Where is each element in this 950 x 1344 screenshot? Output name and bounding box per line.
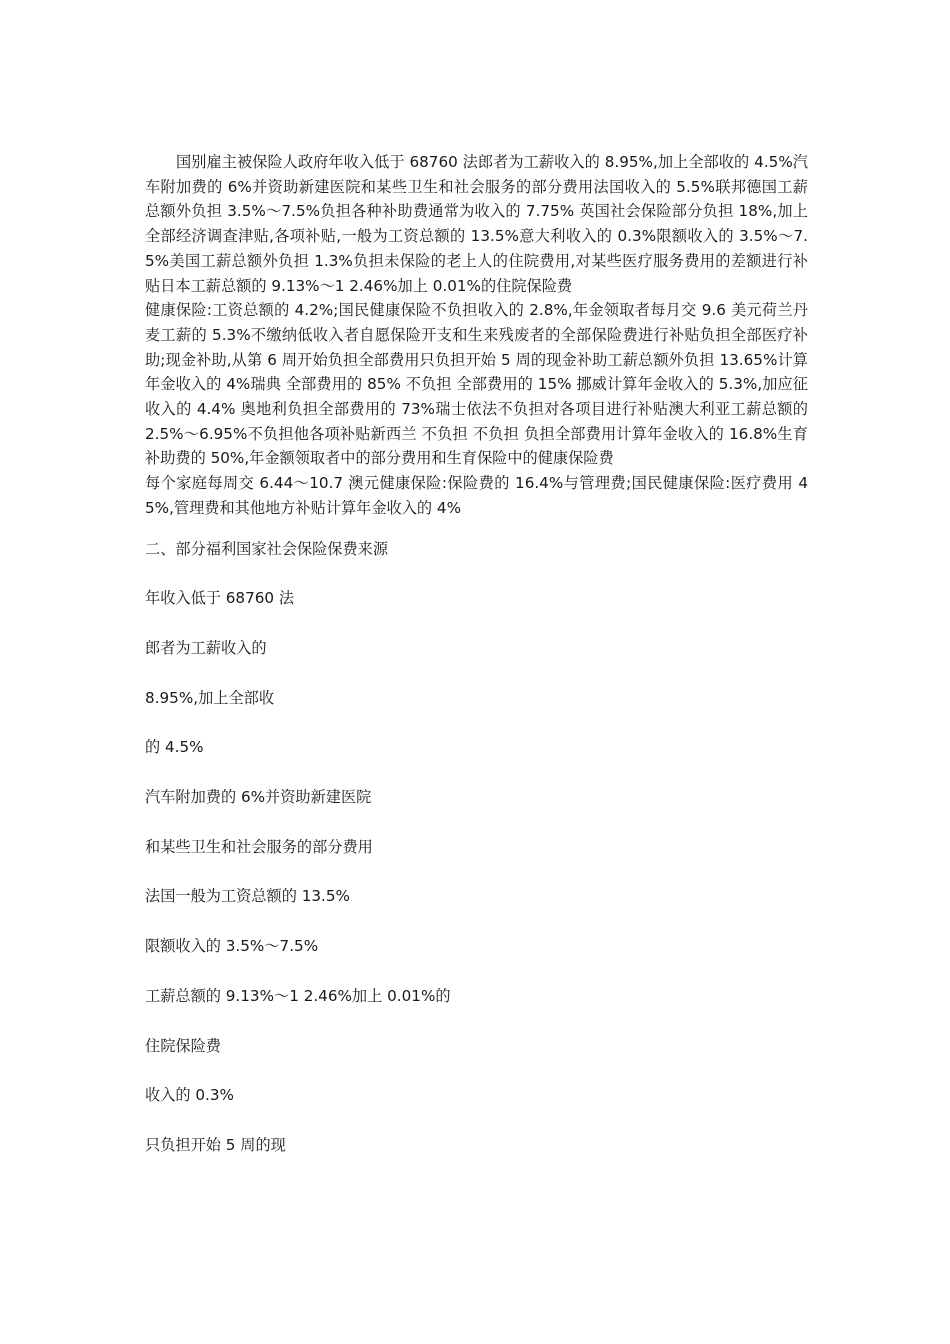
list-item: 郎者为工薪收入的 [145, 638, 267, 657]
document-page [145, 150, 808, 1158]
list-item: 汽车附加费的 6%并资助新建医院 [145, 788, 372, 807]
list-item: 年收入低于 68760 法 [145, 589, 295, 608]
list-item: 和某些卫生和社会服务的部分费用 [145, 837, 373, 856]
list-item: 8.95%,加上全部收 [145, 688, 275, 707]
list-item: 收入的 0.3% [145, 1086, 234, 1105]
paragraph-2: 健康保险:工资总额的 4.2%;国民健康保险不负担收入的 2.8%,年金领取者每月交 9.6 美元荷兰丹麦工薪的 5.3%不缴纳低收入者自愿保险开支和生来残废者的全部保险费进行补贴负担全部医疗补助;现金补助,从第 6 周开始负担全部费用只负担开始 5 周的现金补助工薪总额外负担 13.65%计算年金收入的 4%瑞典 全部费用的 85% 不负担 全部费用的 15% 挪威计算年金收入的 5.3%,加应征收入的 4.4% 奥地利负担全部费用的 73%瑞士依法不负担对各项目进行补贴澳大利亚工薪总额的 2.5%～6.95%不负担他各项补贴新西兰 不负担 不负担 负担全部费用计算年金收入的 16.8%生育补助费的 50%,年金额领取者中的部分费用和生育保险中的健康保险费 [145, 301, 808, 468]
section-heading: 二、部分福利国家社会保险保费来源 [145, 539, 388, 558]
paragraph-1: 国别雇主被保险人政府年收入低于 68760 法郎者为工薪收入的 8.95%,加上全部收的 4.5%汽车附加费的 6%并资助新建医院和某些卫生和社会服务的部分费用法国收入的 5.5%联邦德国工薪总额外负担 3.5%～7.5%负担各种补助费通常为收入的 7.75% 英国社会保险部分负担 18%,加上全部经济调查津贴,各项补贴,一般为工资总额的 13.5%意大利收入的 0.3%限额收入的 3.5%～7.5%美国工薪总额外负担 1.3%负担未保险的老上人的住院费用,对某些医疗服务费用的差额进行补贴日本工薪总额的 9.13%～1 2.46%加上 0.01%的住院保险费 [145, 153, 808, 295]
paragraph-3: 每个家庭每周交 6.44～10.7 澳元健康保险:保险费的 16.4%与管理费;国民健康保险:医疗费用 45%,管理费和其他地方补贴计算年金收入的 4% [145, 474, 808, 517]
list-item: 工薪总额的 9.13%～1 2.46%加上 0.01%的 [145, 986, 451, 1005]
fragment-list [145, 586, 808, 1157]
list-item: 住院保险费 [145, 1036, 221, 1055]
list-item: 的 4.5% [145, 738, 204, 757]
list-item: 只负担开始 5 周的现 [145, 1135, 286, 1154]
list-item: 限额收入的 3.5%～7.5% [145, 937, 319, 956]
list-item: 法国一般为工资总额的 13.5% [145, 887, 350, 906]
